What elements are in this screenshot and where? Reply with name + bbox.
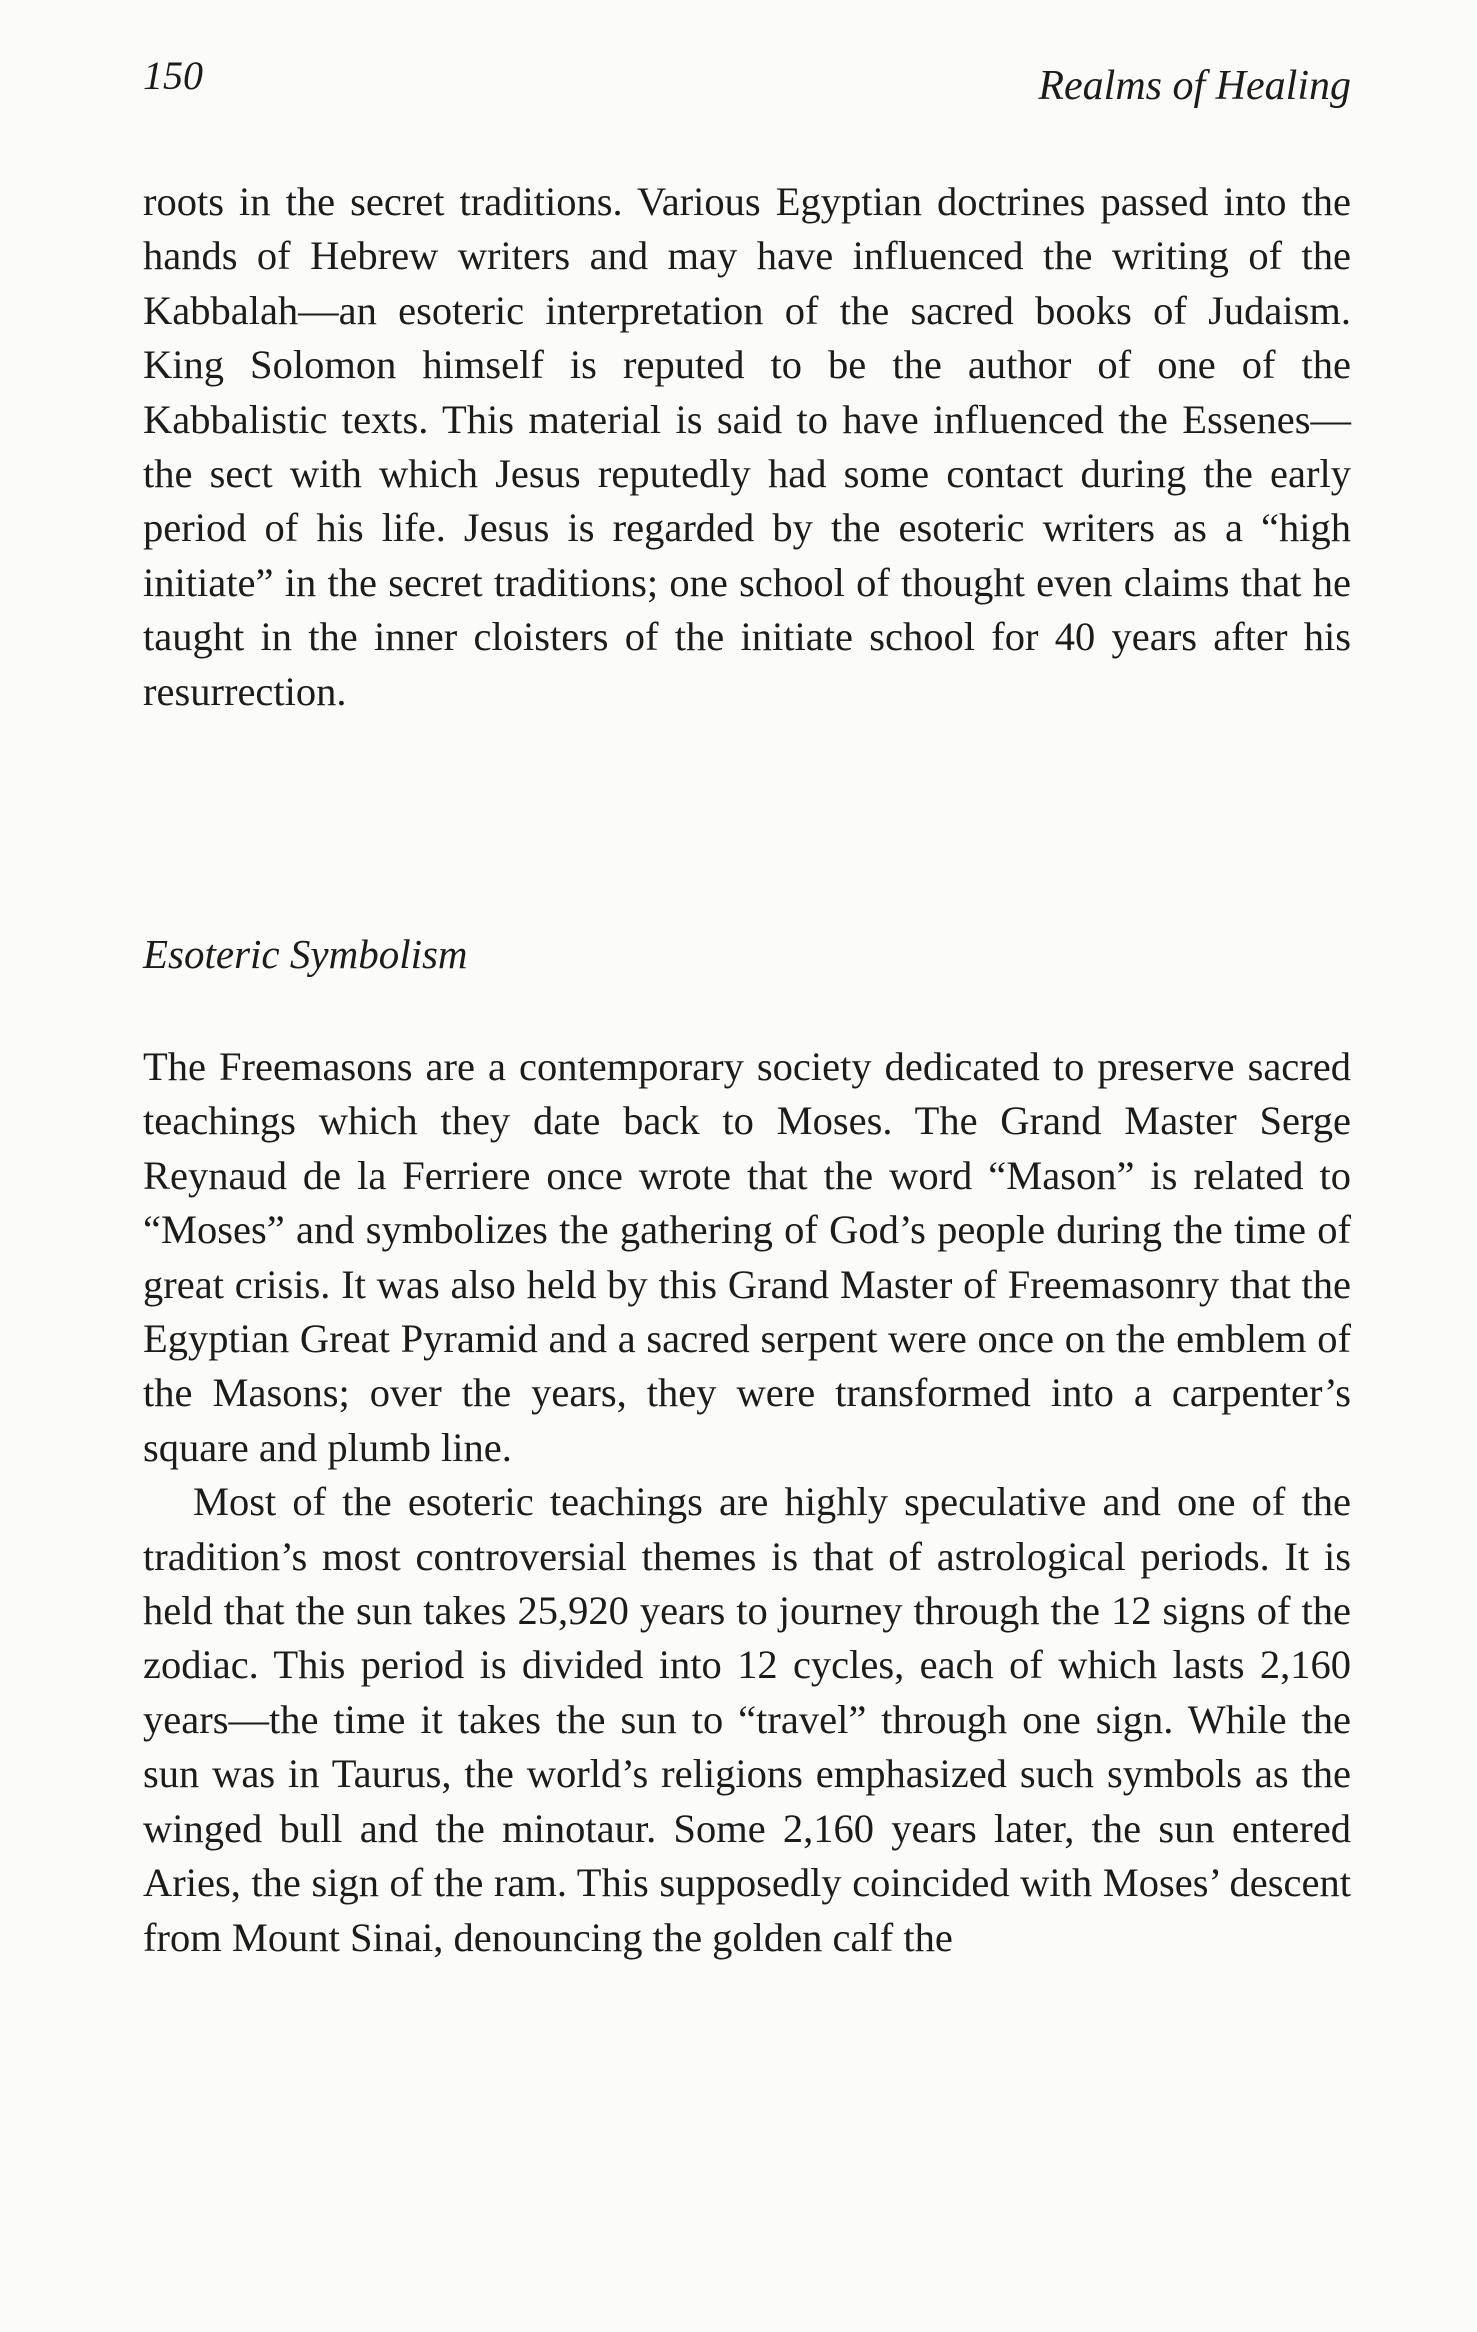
body-paragraph: Most of the esoteric teachings are highly speculative and one of the tradition’s most controversial themes is that of astrological periods. It is held that the sun takes 25,920 years to journey through the 12 signs of the zodiac. This period is divided into 12 cycles, each of which lasts 2,160 years—the time it takes the sun to “travel” through one sign. While the sun was in Taurus, the world’s religions emphasized such symbols as the winged bull and the minotaur. Some 2,160 years later, the sun entered Aries, the sign of the ram. This supposedly coincided with Moses’ descent from Mount Sinai, denouncing the golden calf the xyxy=(143,1479,1351,1960)
running-head xyxy=(143,52,1351,112)
section-text-block xyxy=(143,1040,1351,1965)
opening-text-block xyxy=(143,175,1351,719)
body-paragraph: The Freemasons are a contemporary society dedicated to preserve sacred teachings which they date back to Moses. The Grand Master Serge Reynaud de la Ferriere once wrote that the word “Mason” is related to “Moses” and symbolizes the gathering of God’s people during the time of great crisis. It was also held by this Grand Master of Freemasonry that the Egyptian Great Pyramid and a sacred serpent were once on the emblem of the Masons; over the years, they were transformed into a carpenter’s square and plumb line. xyxy=(143,1044,1351,1470)
book-title: Realms of Healing xyxy=(1038,63,1351,109)
section-heading: Esoteric Symbolism xyxy=(143,931,468,977)
body-paragraph: roots in the secret traditions. Various Egyptian doctrines passed into the hands of Hebrew writers and may have influenced the writing of the Kabbalah—an esoteric interpretation of the sacred books of Judaism. King Solomon himself is reputed to be the author of one of the Kabbalistic texts. This material is said to have influenced the Essenes—the sect with which Jesus reputedly had some contact during the early period of his life. Jesus is regarded by the esoteric writers as a “high initiate” in the secret traditions; one school of thought even claims that he taught in the inner cloisters of the initiate school for 40 years after his resurrection. xyxy=(143,179,1351,714)
page-number: 150 xyxy=(143,53,203,98)
